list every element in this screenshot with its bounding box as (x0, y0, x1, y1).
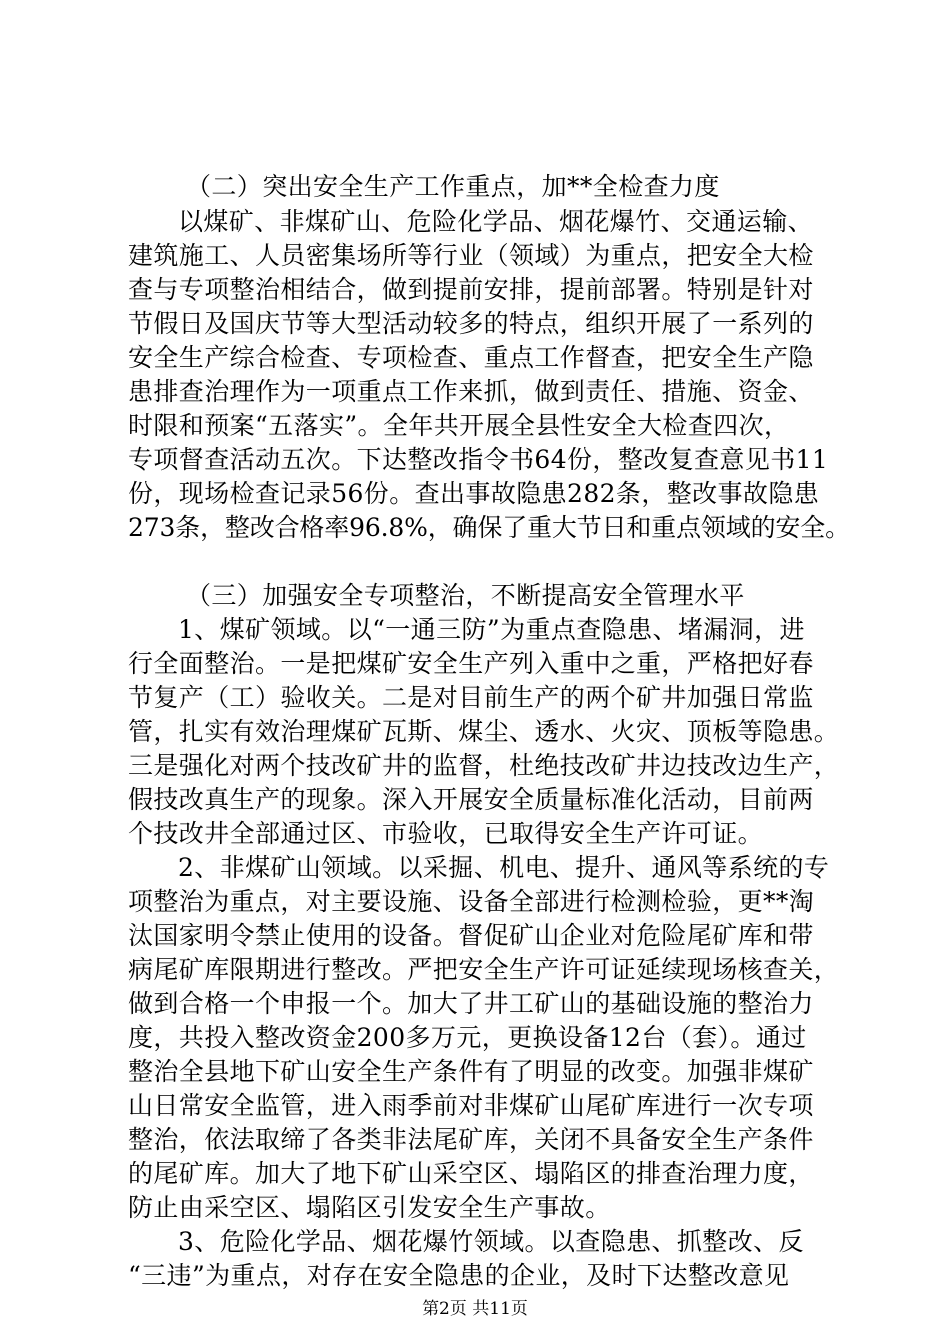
paragraph-line: 整治，依法取缔了各类非法尾矿库，关闭不具备安全生产条件 (128, 1125, 814, 1154)
paragraph-line: 度，共投入整改资金200多万元，更换设备12台（套）。通过 (128, 1023, 807, 1052)
paragraph-line: 整治全县地下矿山安全生产条件有了明显的改变。加强非煤矿 (128, 1057, 814, 1086)
paragraph-line: 查与专项整治相结合，做到提前安排，提前部署。特别是针对 (128, 275, 814, 304)
paragraph-line: 患排查治理作为一项重点工作来抓，做到责任、措施、资金、 (128, 377, 814, 406)
paragraph-line: 病尾矿库限期进行整改。严把安全生产许可证延续现场核查关， (128, 955, 840, 984)
paragraph-line: 行全面整治。一是把煤矿安全生产列入重中之重，严格把好春 (128, 649, 814, 678)
paragraph-line: 假技改真生产的现象。深入开展安全质量标准化活动，目前两 (128, 785, 814, 814)
paragraph-line: 份，现场检查记录56份。查出事故隐患282条，整改事故隐患 (128, 479, 820, 508)
paragraph-line: 个技改井全部通过区、市验收，已取得安全生产许可证。 (128, 819, 764, 848)
paragraph-line: 以煤矿、非煤矿山、危险化学品、烟花爆竹、交通运输、 (178, 207, 814, 236)
paragraph-line: 防止由采空区、塌陷区引发安全生产事故。 (128, 1193, 611, 1222)
paragraph-line: 建筑施工、人员密集场所等行业（领域）为重点，把安全大检 (128, 241, 814, 270)
paragraph-line: 3、危险化学品、烟花爆竹领域。以查隐患、抓整改、反 (178, 1227, 804, 1256)
paragraph-line: 1、煤矿领域。以“一通三防”为重点查隐患、堵漏洞，进 (178, 615, 805, 644)
paragraph-line: 做到合格一个申报一个。加大了井工矿山的基础设施的整治力 (128, 989, 814, 1018)
paragraph-line: 时限和预案“五落实”。全年共开展全县性安全大检查四次， (128, 411, 790, 440)
section-heading-2: （二）突出安全生产工作重点，加**全检查力度 (186, 172, 720, 201)
paragraph-line: 三是强化对两个技改矿井的监督，杜绝技改矿井边技改边生产， (128, 751, 840, 780)
paragraph-line: 的尾矿库。加大了地下矿山采空区、塌陷区的排查治理力度， (128, 1159, 814, 1188)
paragraph-line: 项整治为重点，对主要设施、设备全部进行检测检验，更**淘 (128, 887, 815, 916)
paragraph-line: 节假日及国庆节等大型活动较多的特点，组织开展了一系列的 (128, 309, 814, 338)
paragraph-line: 安全生产综合检查、专项检查、重点工作督查，把安全生产隐 (128, 343, 814, 372)
paragraph-line: 2、非煤矿山领域。以采掘、机电、提升、通风等系统的专 (178, 853, 830, 882)
paragraph-line: 节复产（工）验收关。二是对目前生产的两个矿井加强日常监 (128, 683, 814, 712)
paragraph-line: 管，扎实有效治理煤矿瓦斯、煤尘、透水、火灾、顶板等隐患。 (128, 717, 840, 746)
section-heading-3: （三）加强安全专项整治，不断提高安全管理水平 (186, 581, 745, 610)
paragraph-line: 273条，整改合格率96.8%，确保了重大节日和重点领域的安全。 (128, 513, 850, 542)
paragraph-line: 专项督查活动五次。下达整改指令书64份，整改复查意见书11 (128, 445, 829, 474)
paragraph-line: 山日常安全监管，进入雨季前对非煤矿山尾矿库进行一次专项 (128, 1091, 814, 1120)
paragraph-line: “三违”为重点，对存在安全隐患的企业，及时下达整改意见 (128, 1261, 790, 1290)
paragraph-line: 汰国家明令禁止使用的设备。督促矿山企业对危险尾矿库和带 (128, 921, 814, 950)
page-footer: 第2页 共11页 (422, 1299, 528, 1319)
